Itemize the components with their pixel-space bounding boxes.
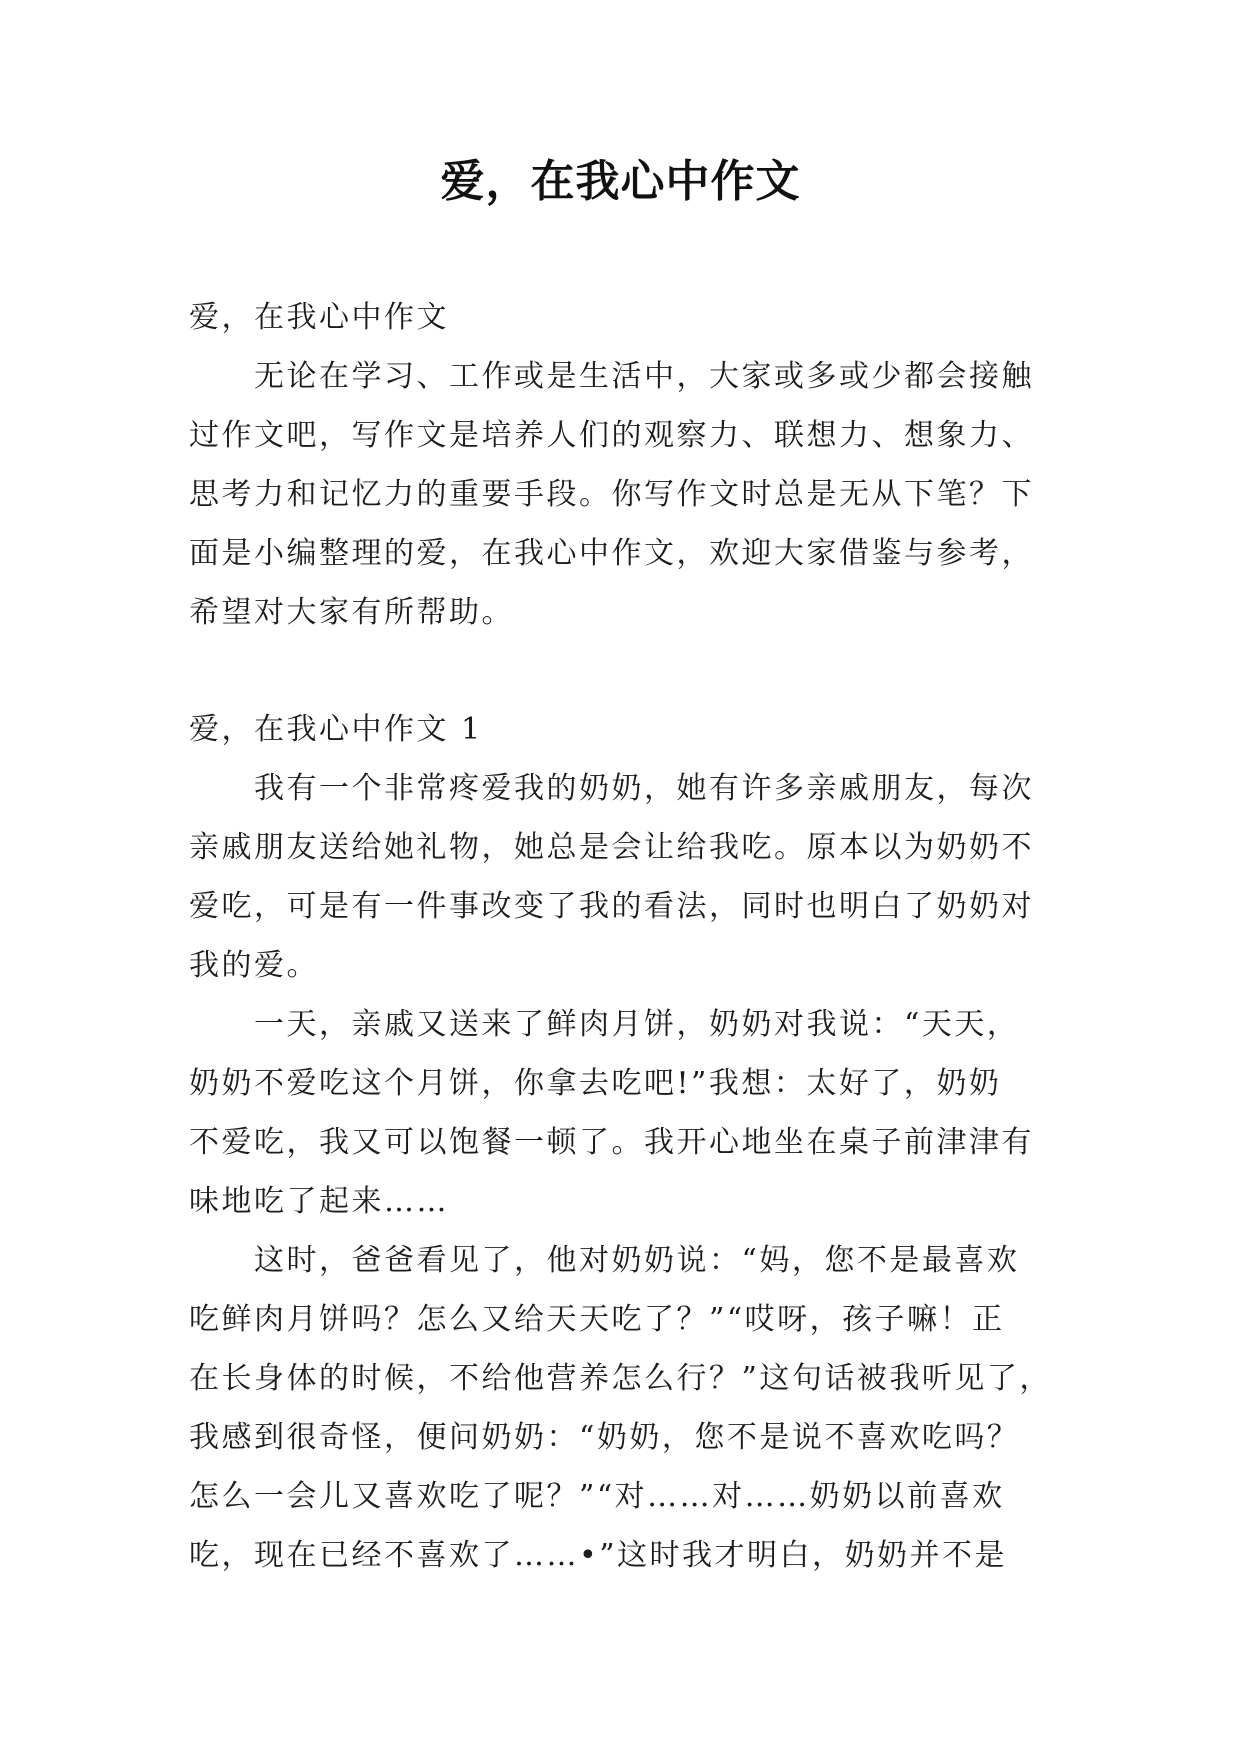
essay-1-line-13: 怎么一会儿又喜欢吃了呢？”“对……对……奶奶以前喜欢	[189, 1479, 1005, 1514]
essay-1-line-8: 味地吃了起来……	[189, 1184, 449, 1219]
essay-1-heading: 爱，在我心中作文 1	[189, 712, 483, 747]
intro-line-1: 无论在学习、工作或是生活中，大家或多或少都会接触	[189, 359, 1034, 394]
essay-1-line-7: 不爱吃，我又可以饱餐一顿了。我开心地坐在桌子前津津有	[189, 1125, 1034, 1160]
essay-1-line-11: 在长身体的时候，不给他营养怎么行？”这句话被我听见了，	[189, 1361, 1052, 1396]
intro-line-4: 面是小编整理的爱，在我心中作文，欢迎大家借鉴与参考，	[189, 536, 1034, 571]
intro-heading: 爱，在我心中作文	[189, 300, 449, 335]
essay-1-line-4: 我的爱。	[189, 948, 319, 983]
intro-line-5: 希望对大家有所帮助。	[189, 595, 514, 630]
essay-1-line-1: 我有一个非常疼爱我的奶奶，她有许多亲戚朋友，每次	[189, 771, 1034, 806]
essay-1-line-6: 奶奶不爱吃这个月饼，你拿去吃吧!”我想：太好了，奶奶	[189, 1066, 1002, 1101]
essay-1-line-5: 一天，亲戚又送来了鲜肉月饼，奶奶对我说：“天天，	[189, 1007, 1020, 1042]
essay-1-line-2: 亲戚朋友送给她礼物，她总是会让给我吃。原本以为奶奶不	[189, 830, 1034, 865]
essay-1-line-14: 吃，现在已经不喜欢了……•”这时我才明白，奶奶并不是	[189, 1538, 1008, 1573]
essay-1-line-12: 我感到很奇怪，便问奶奶：“奶奶，您不是说不喜欢吃吗？	[189, 1420, 1020, 1455]
document-body	[189, 288, 1059, 1585]
document-title: 爱，在我心中作文	[440, 156, 801, 207]
intro-line-2: 过作文吧，写作文是培养人们的观察力、联想力、想象力、	[189, 418, 1034, 453]
intro-line-3: 思考力和记忆力的重要手段。你写作文时总是无从下笔？下	[189, 477, 1034, 512]
essay-1-line-3: 爱吃，可是有一件事改变了我的看法，同时也明白了奶奶对	[189, 889, 1034, 924]
essay-1-line-9: 这时，爸爸看见了，他对奶奶说：“妈，您不是最喜欢	[189, 1243, 1020, 1278]
essay-1-line-10: 吃鲜肉月饼吗？怎么又给天天吃了？”“哎呀，孩子嘛！正	[189, 1302, 1005, 1337]
paragraph-gap	[189, 642, 1059, 700]
